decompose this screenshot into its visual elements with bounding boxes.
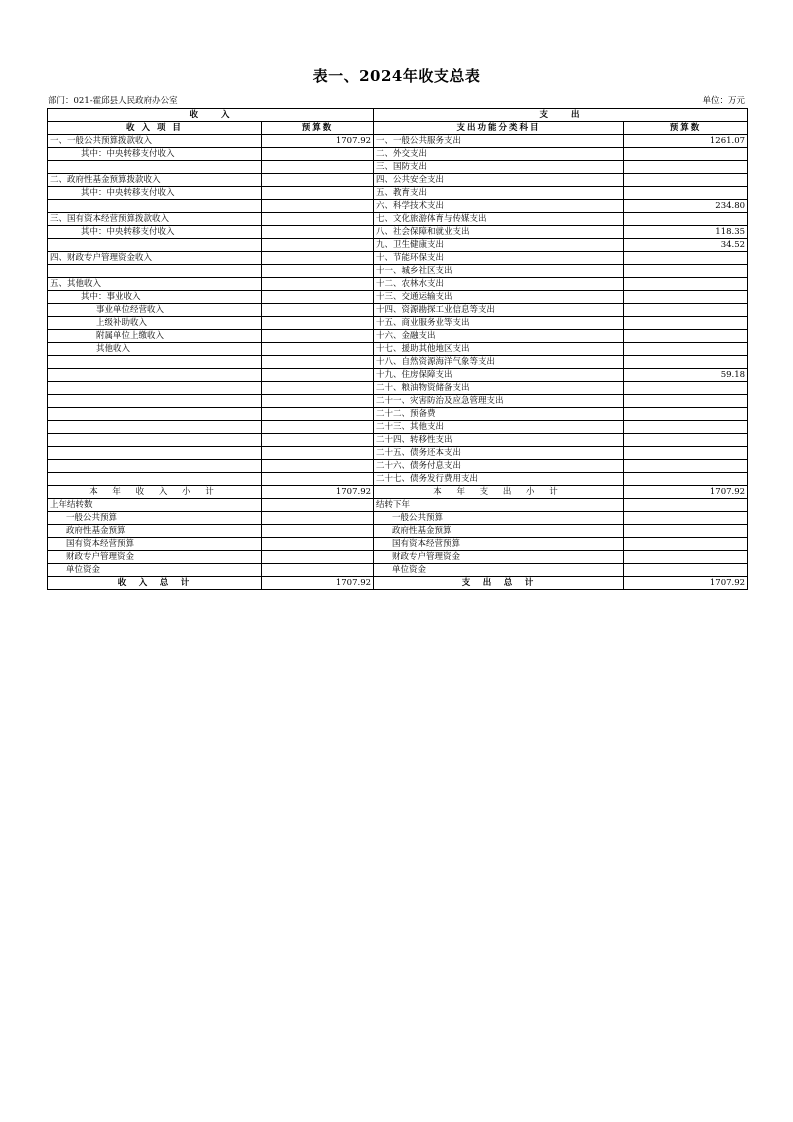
expense-item-cell: 一、一般公共服务支出 (374, 135, 624, 148)
income-amount-cell (262, 161, 374, 174)
expense-item-cell: 二、外交支出 (374, 148, 624, 161)
income-item-cell (48, 356, 262, 369)
expense-item-cell: 十三、交通运输支出 (374, 291, 624, 304)
expense-total-value: 1707.92 (624, 577, 748, 590)
income-amount-cell (262, 187, 374, 200)
income-item-cell (48, 421, 262, 434)
expense-item-cell: 二十六、债务付息支出 (374, 460, 624, 473)
table-row (48, 369, 748, 382)
income-item-cell: 四、财政专户管理资金收入 (48, 252, 262, 265)
expense-item-cell: 九、卫生健康支出 (374, 239, 624, 252)
income-item-cell: 国有资本经营预算 (48, 538, 262, 551)
expense-item-cell: 十五、商业服务业等支出 (374, 317, 624, 330)
expense-item-cell: 二十五、债务还本支出 (374, 447, 624, 460)
income-amount-cell (262, 356, 374, 369)
expense-amount-cell (624, 252, 748, 265)
expense-amount-cell (624, 356, 748, 369)
expense-item-cell: 五、教育支出 (374, 187, 624, 200)
expense-item-cell: 国有资本经营预算 (374, 538, 624, 551)
table-row (48, 564, 748, 577)
table-row (48, 226, 748, 239)
income-amount-cell (262, 200, 374, 213)
table-row (48, 551, 748, 564)
income-item-cell: 一般公共预算 (48, 512, 262, 525)
expense-item-cell: 二十七、债务发行费用支出 (374, 473, 624, 486)
expense-amount-cell (624, 265, 748, 278)
expense-amount-cell (624, 291, 748, 304)
table-row (48, 252, 748, 265)
income-item-cell (48, 460, 262, 473)
budget-summary-table (47, 108, 748, 590)
expense-amount-cell (624, 460, 748, 473)
expense-amount-cell (624, 395, 748, 408)
expense-header: 支 出 (374, 109, 748, 122)
income-item-cell: 其中：中央转移支付收入 (48, 187, 262, 200)
income-total-value: 1707.92 (262, 577, 374, 590)
expense-item-cell: 四、公共安全支出 (374, 174, 624, 187)
income-amount-cell (262, 291, 374, 304)
income-item-cell: 其中：中央转移支付收入 (48, 226, 262, 239)
expense-item-cell: 二十一、灾害防治及应急管理支出 (374, 395, 624, 408)
income-item-cell: 政府性基金预算 (48, 525, 262, 538)
income-item-cell: 二、政府性基金预算拨款收入 (48, 174, 262, 187)
expense-item-cell: 八、社会保障和就业支出 (374, 226, 624, 239)
table-row (48, 239, 748, 252)
income-amount-cell (262, 213, 374, 226)
expense-item-cell: 十二、农林水支出 (374, 278, 624, 291)
income-item-cell: 上级补助收入 (48, 317, 262, 330)
expense-amount-cell (624, 187, 748, 200)
income-amount-cell (262, 473, 374, 486)
income-item-header: 收 入 项 目 (48, 122, 262, 135)
expense-amount-cell (624, 317, 748, 330)
table-row (48, 148, 748, 161)
expense-amount-cell (624, 148, 748, 161)
income-amount-cell (262, 564, 374, 577)
income-amount-cell (262, 174, 374, 187)
income-amount-cell (262, 278, 374, 291)
table-row (48, 512, 748, 525)
expense-amount-cell (624, 304, 748, 317)
expense-amount-cell (624, 551, 748, 564)
income-amount-cell (262, 252, 374, 265)
table-subheader-row (48, 122, 748, 135)
income-item-cell (48, 408, 262, 421)
expense-amount-cell (624, 174, 748, 187)
table-row (48, 187, 748, 200)
table-row (48, 473, 748, 486)
table-row (48, 486, 748, 499)
income-item-cell: 事业单位经营收入 (48, 304, 262, 317)
expense-item-cell: 本 年 支 出 小 计 (374, 486, 624, 499)
income-item-cell (48, 434, 262, 447)
income-item-cell: 附属单位上缴收入 (48, 330, 262, 343)
income-amount-cell (262, 265, 374, 278)
income-amount-cell (262, 369, 374, 382)
expense-amount-cell (624, 525, 748, 538)
income-amount-cell (262, 304, 374, 317)
expense-amount-header: 预算数 (624, 122, 748, 135)
expense-amount-cell (624, 330, 748, 343)
expense-item-cell: 十六、金融支出 (374, 330, 624, 343)
expense-item-cell: 七、文化旅游体育与传媒支出 (374, 213, 624, 226)
table-row (48, 278, 748, 291)
table-row (48, 356, 748, 369)
expense-item-cell: 十八、自然资源海洋气象等支出 (374, 356, 624, 369)
expense-amount-cell (624, 447, 748, 460)
income-amount-cell (262, 512, 374, 525)
income-item-cell (48, 200, 262, 213)
table-row (48, 434, 748, 447)
income-total-label: 收 入 总 计 (48, 577, 262, 590)
expense-item-cell: 二十二、预备费 (374, 408, 624, 421)
income-item-cell (48, 395, 262, 408)
totals-row (48, 577, 748, 590)
income-amount-cell (262, 317, 374, 330)
income-item-cell (48, 369, 262, 382)
income-item-cell: 财政专户管理资金 (48, 551, 262, 564)
expense-item-cell: 单位资金 (374, 564, 624, 577)
expense-item-cell: 六、科学技术支出 (374, 200, 624, 213)
expense-amount-cell (624, 161, 748, 174)
expense-item-cell: 一般公共预算 (374, 512, 624, 525)
income-header: 收 入 (48, 109, 374, 122)
expense-amount-cell (624, 408, 748, 421)
expense-item-cell: 十一、城乡社区支出 (374, 265, 624, 278)
expense-amount-cell: 1261.07 (624, 135, 748, 148)
table-row (48, 408, 748, 421)
expense-amount-cell (624, 382, 748, 395)
expense-amount-cell (624, 434, 748, 447)
expense-amount-cell: 234.80 (624, 200, 748, 213)
expense-item-cell: 二十三、其他支出 (374, 421, 624, 434)
income-item-cell: 其中：中央转移支付收入 (48, 148, 262, 161)
expense-amount-cell (624, 278, 748, 291)
income-amount-cell (262, 382, 374, 395)
table-row (48, 304, 748, 317)
income-amount-cell: 1707.92 (262, 486, 374, 499)
page-title: 表一、2024年收支总表 (312, 67, 481, 85)
expense-total-label: 支 出 总 计 (374, 577, 624, 590)
table-row (48, 421, 748, 434)
expense-amount-cell (624, 564, 748, 577)
expense-amount-cell (624, 343, 748, 356)
expense-item-cell: 十九、住房保障支出 (374, 369, 624, 382)
expense-amount-cell (624, 512, 748, 525)
income-amount-cell (262, 525, 374, 538)
income-amount-cell (262, 330, 374, 343)
income-amount-cell (262, 499, 374, 512)
expense-item-header: 支出功能分类科目 (374, 122, 624, 135)
unit-label: 单位：万元 (702, 96, 745, 106)
expense-amount-cell: 118.35 (624, 226, 748, 239)
income-amount-cell (262, 551, 374, 564)
table-row (48, 135, 748, 148)
expense-item-cell: 十、节能环保支出 (374, 252, 624, 265)
table-row (48, 174, 748, 187)
table-row (48, 213, 748, 226)
table-row (48, 343, 748, 356)
income-item-cell (48, 382, 262, 395)
income-amount-cell (262, 226, 374, 239)
income-amount-cell (262, 408, 374, 421)
department-label: 部门：021-霍邱县人民政府办公室 (48, 96, 178, 106)
expense-item-cell: 财政专户管理资金 (374, 551, 624, 564)
expense-item-cell: 政府性基金预算 (374, 525, 624, 538)
income-amount-cell (262, 343, 374, 356)
expense-amount-cell (624, 538, 748, 551)
income-item-cell: 上年结转数 (48, 499, 262, 512)
table-row (48, 525, 748, 538)
income-amount-cell (262, 395, 374, 408)
income-item-cell (48, 239, 262, 252)
income-amount-cell (262, 239, 374, 252)
expense-item-cell: 十四、资源勘探工业信息等支出 (374, 304, 624, 317)
income-item-cell (48, 447, 262, 460)
table-row (48, 161, 748, 174)
table-row (48, 382, 748, 395)
income-amount-header: 预算数 (262, 122, 374, 135)
table-row (48, 499, 748, 512)
expense-amount-cell: 59.18 (624, 369, 748, 382)
income-amount-cell (262, 538, 374, 551)
income-item-cell: 五、其他收入 (48, 278, 262, 291)
income-item-cell: 其中：事业收入 (48, 291, 262, 304)
table-row (48, 291, 748, 304)
expense-amount-cell (624, 473, 748, 486)
expense-amount-cell (624, 213, 748, 226)
expense-amount-cell (624, 421, 748, 434)
table-row (48, 317, 748, 330)
income-item-cell: 本 年 收 入 小 计 (48, 486, 262, 499)
table-row (48, 395, 748, 408)
table-row (48, 447, 748, 460)
income-item-cell: 其他收入 (48, 343, 262, 356)
table-row (48, 538, 748, 551)
income-amount-cell (262, 421, 374, 434)
income-amount-cell: 1707.92 (262, 135, 374, 148)
income-amount-cell (262, 447, 374, 460)
expense-amount-cell: 34.52 (624, 239, 748, 252)
expense-item-cell: 二十、粮油物资储备支出 (374, 382, 624, 395)
expense-item-cell: 结转下年 (374, 499, 624, 512)
income-amount-cell (262, 460, 374, 473)
expense-item-cell: 十七、援助其他地区支出 (374, 343, 624, 356)
income-amount-cell (262, 434, 374, 447)
income-amount-cell (262, 148, 374, 161)
income-item-cell (48, 161, 262, 174)
table-header-row (48, 109, 748, 122)
income-item-cell: 一、一般公共预算拨款收入 (48, 135, 262, 148)
expense-item-cell: 三、国防支出 (374, 161, 624, 174)
table-row (48, 460, 748, 473)
income-item-cell: 单位资金 (48, 564, 262, 577)
expense-item-cell: 二十四、转移性支出 (374, 434, 624, 447)
income-item-cell (48, 265, 262, 278)
income-item-cell: 三、国有资本经营预算拨款收入 (48, 213, 262, 226)
table-row (48, 200, 748, 213)
expense-amount-cell: 1707.92 (624, 486, 748, 499)
table-row (48, 330, 748, 343)
income-item-cell (48, 473, 262, 486)
table-row (48, 265, 748, 278)
expense-amount-cell (624, 499, 748, 512)
